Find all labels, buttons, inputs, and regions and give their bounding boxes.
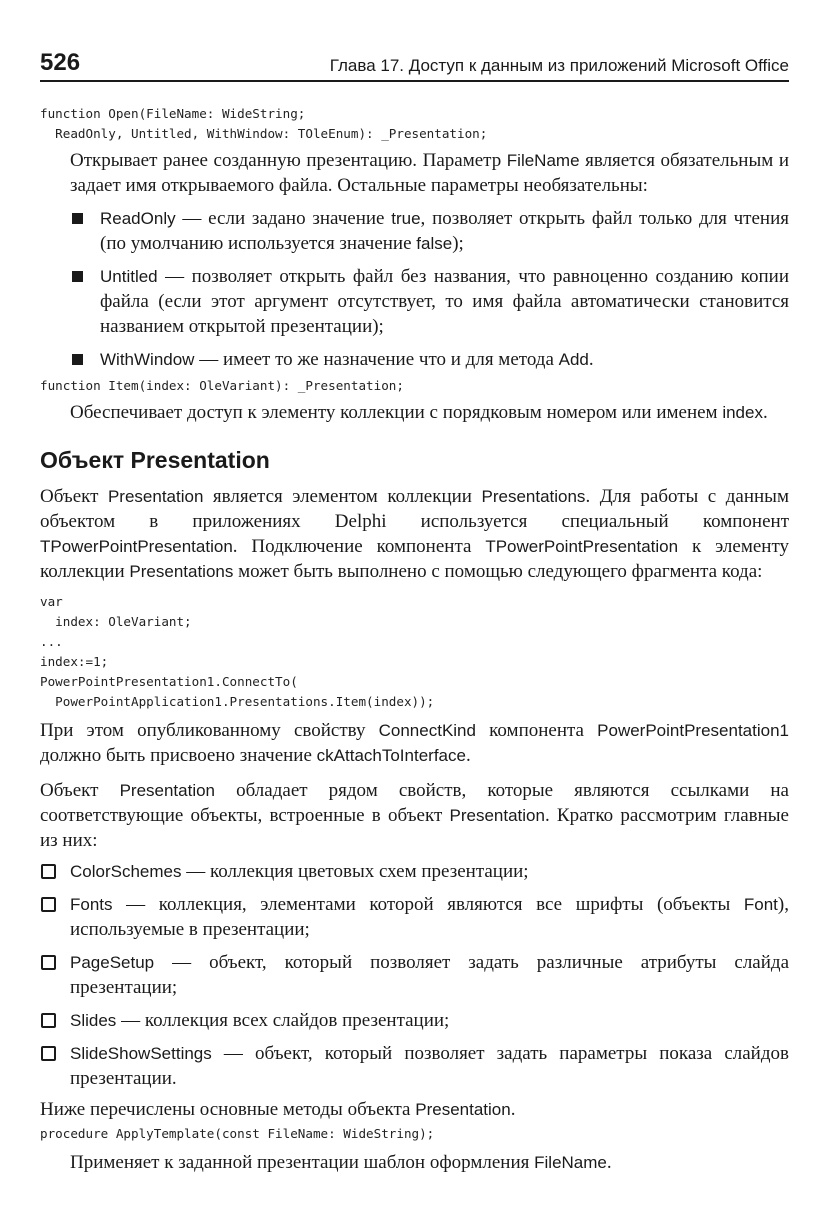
page-number: 526 bbox=[40, 49, 81, 76]
code-line: PowerPointPresentation1.ConnectTo( bbox=[40, 674, 298, 689]
list-item: ColorSchemes — коллекция цветовых схем презентации; bbox=[40, 859, 789, 884]
square-bullet-icon bbox=[72, 354, 83, 365]
list-item: SlideShowSettings — объект, который позволяет задать параметры показа слайдов презентации. bbox=[40, 1041, 789, 1091]
section-heading: Объект Presentation bbox=[40, 447, 270, 473]
code-block bbox=[40, 592, 789, 712]
code-line: index: OleVariant; bbox=[40, 614, 192, 629]
connect-note: При этом опубликованному свойству ConnectKind компонента PowerPointPresentation1 должно быть присвоено значение ckAttachToInterface. bbox=[40, 720, 789, 766]
intro-paragraph: Объект Presentation является элементом коллекции Presentations. Для работы с данным объектом в приложениях Delphi используется специальный компонент TPowerPointPresentation. Подключение компонента TPowerPointPresentation к элементу коллекции Presentations может быть выполнено с помощью следующего фрагмента кода: bbox=[40, 486, 789, 582]
code-line: var bbox=[40, 594, 63, 609]
checkbox-bullet-icon bbox=[41, 864, 56, 879]
item-signature: function Item(index: OleVariant): _Presentation; bbox=[40, 378, 404, 393]
keyword: FileName bbox=[534, 1153, 607, 1172]
properties-list bbox=[40, 859, 789, 1091]
code-line: function Open(FileName: WideString; bbox=[40, 106, 306, 121]
list-item: Fonts — коллекция, элементами которой являются все шрифты (объекты Font), используемые в презентации; bbox=[40, 892, 789, 942]
square-bullet-icon bbox=[72, 213, 83, 224]
list-item: Slides — коллекция всех слайдов презентации; bbox=[40, 1008, 789, 1033]
list-item: PageSetup — объект, который позволяет задать различные атрибуты слайда презентации; bbox=[40, 950, 789, 1000]
checkbox-bullet-icon bbox=[41, 1013, 56, 1028]
keyword: WithWindow bbox=[100, 350, 195, 369]
keyword: Slides bbox=[70, 1011, 117, 1030]
keyword: PageSetup bbox=[70, 953, 155, 972]
keyword: Fonts bbox=[70, 895, 113, 914]
list-item: Untitled — позволяет открыть файл без названия, что равноценно созданию копии файла (если этот аргумент отсутствует, то имя файла автоматически становится названием открытой презентации); bbox=[40, 264, 789, 339]
keyword: ReadOnly bbox=[100, 209, 176, 228]
open-signature bbox=[40, 104, 789, 144]
chapter-title: Глава 17. Доступ к данным из приложений Microsoft Office bbox=[329, 56, 789, 75]
checkbox-bullet-icon bbox=[41, 1046, 56, 1061]
keyword: ColorSchemes bbox=[70, 862, 182, 881]
page-content bbox=[40, 104, 789, 1175]
keyword: Untitled bbox=[100, 267, 158, 286]
methods-intro: Ниже перечислены основные методы объекта Presentation. bbox=[40, 1099, 516, 1120]
page-header bbox=[40, 50, 789, 82]
keyword: SlideShowSettings bbox=[70, 1044, 212, 1063]
list-item: ReadOnly — если задано значение true, позволяет открыть файл только для чтения (по умолчанию используется значение false); bbox=[40, 206, 789, 256]
item-description: Обеспечивает доступ к элементу коллекции с порядковым номером или именем index. bbox=[70, 402, 768, 423]
list-item: WithWindow — имеет то же назначение что и для метода Add. bbox=[40, 347, 789, 372]
apply-template-description: Применяет к заданной презентации шаблон оформления FileName. bbox=[70, 1152, 612, 1173]
keyword: index bbox=[722, 403, 763, 422]
code-line: index:=1; bbox=[40, 654, 109, 669]
checkbox-bullet-icon bbox=[41, 897, 56, 912]
square-bullet-icon bbox=[72, 271, 83, 282]
code-line: ... bbox=[40, 634, 63, 649]
open-params-list bbox=[40, 206, 789, 372]
apply-template-signature: procedure ApplyTemplate(const FileName: WideString); bbox=[40, 1126, 435, 1141]
checkbox-bullet-icon bbox=[41, 955, 56, 970]
code-line: PowerPointApplication1.Presentations.Item(index)); bbox=[40, 694, 435, 709]
keyword: FileName bbox=[506, 151, 580, 170]
open-description: Открывает ранее созданную презентацию. Параметр FileName является обязательным и задает имя открываемого файла. Остальные параметры необязательны: bbox=[70, 150, 789, 196]
props-intro: Объект Presentation обладает рядом свойств, которые являются ссылками на соответствующие объекты, встроенные в объект Presentation. Кратко рассмотрим главные из них: bbox=[40, 780, 789, 851]
code-line: ReadOnly, Untitled, WithWindow: TOleEnum): _Presentation; bbox=[40, 126, 488, 141]
